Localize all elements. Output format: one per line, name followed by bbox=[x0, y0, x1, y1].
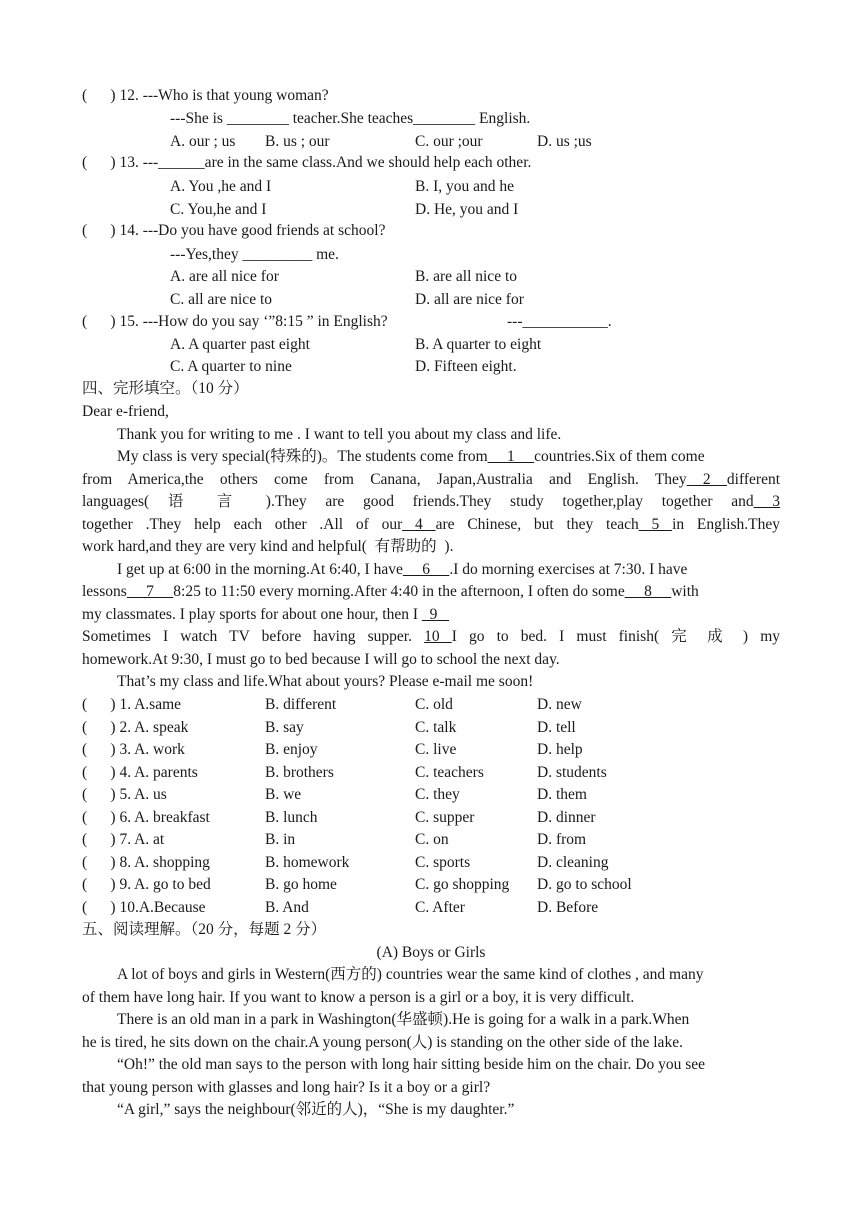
cloze-line bbox=[82, 470, 780, 490]
blank-4: 4 bbox=[402, 516, 436, 533]
question-12-option-c: C. our ;our bbox=[415, 133, 483, 150]
blank-2: 2 bbox=[686, 471, 727, 488]
cloze-text: from America,the others come from Canana, Japan,Australia and English. They bbox=[82, 471, 687, 488]
reading-line: he is tired, he sits down on the chair.A young person(人) is standing on the other side of the lake. bbox=[82, 1034, 683, 1051]
question-13-stem: ( ) 13. ---______are in the same class.And we should help each other. bbox=[82, 154, 532, 171]
reading-line: A lot of boys and girls in Western(西方的) countries wear the same kind of clothes , and many bbox=[117, 966, 704, 983]
cloze-option: C. After bbox=[415, 899, 465, 916]
cloze-question: ( ) 3. A. work bbox=[82, 741, 185, 758]
question-14-stem: ( ) 14. ---Do you have good friends at school? bbox=[82, 222, 386, 239]
cloze-question: ( ) 5. A. us bbox=[82, 786, 167, 803]
question-13-option-d: D. He, you and I bbox=[415, 201, 519, 218]
blank-5: 5 bbox=[638, 516, 673, 533]
cloze-option: C. supper bbox=[415, 809, 475, 826]
cloze-option: C. old bbox=[415, 696, 453, 713]
cloze-option: B. go home bbox=[265, 876, 337, 893]
question-15-option-c: C. A quarter to nine bbox=[170, 358, 292, 375]
cloze-option: B. in bbox=[265, 831, 296, 848]
cloze-line bbox=[82, 492, 780, 512]
cloze-text: I get up at 6:00 in the morning.At 6:40, I have bbox=[117, 561, 403, 578]
letter-greeting: Dear e-friend, bbox=[82, 403, 169, 420]
cloze-question: ( ) 10.A.Because bbox=[82, 899, 206, 916]
blank-9: 9 bbox=[421, 606, 449, 623]
question-12-option-a: A. our ; us bbox=[170, 133, 236, 150]
cloze-line: homework.At 9:30, I must go to bed because I will go to school the next day. bbox=[82, 651, 560, 668]
cloze-text: countries.Six of them come bbox=[534, 448, 705, 465]
blank-1: 1 bbox=[487, 448, 535, 465]
cloze-text: lessons bbox=[82, 583, 127, 600]
question-13-option-b: B. I, you and he bbox=[415, 178, 515, 195]
blank-6: 6 bbox=[402, 561, 450, 578]
cloze-paragraph-4: That’s my class and life.What about yours? Please e-mail me soon! bbox=[117, 673, 534, 690]
cloze-text: in English.They bbox=[672, 516, 781, 533]
cloze-text: Sometimes I watch TV before having supper. bbox=[82, 628, 425, 645]
cloze-option: D. cleaning bbox=[537, 854, 609, 871]
cloze-text: languages( 语 言 ).They are good friends.They study together,play together and bbox=[82, 493, 754, 510]
cloze-option: C. on bbox=[415, 831, 449, 848]
question-14-option-a: A. are all nice for bbox=[170, 268, 279, 285]
cloze-option: B. say bbox=[265, 719, 304, 736]
reading-line: that young person with glasses and long hair? Is it a boy or a girl? bbox=[82, 1079, 491, 1096]
cloze-line bbox=[82, 582, 699, 602]
cloze-text: different bbox=[726, 471, 780, 488]
cloze-option: C. talk bbox=[415, 719, 457, 736]
cloze-option: C. teachers bbox=[415, 764, 484, 781]
cloze-question: ( ) 4. A. parents bbox=[82, 764, 198, 781]
cloze-line bbox=[82, 605, 449, 625]
cloze-option: B. And bbox=[265, 899, 309, 916]
question-14-line2: ---Yes,they _________ me. bbox=[170, 246, 339, 263]
cloze-text: with bbox=[671, 583, 699, 600]
blank-3: 3 bbox=[753, 493, 781, 510]
cloze-option: D. from bbox=[537, 831, 587, 848]
cloze-option: C. sports bbox=[415, 854, 471, 871]
cloze-option: C. they bbox=[415, 786, 460, 803]
blank-10: 10 bbox=[424, 628, 452, 645]
question-15-option-b: B. A quarter to eight bbox=[415, 336, 542, 353]
cloze-option: D. dinner bbox=[537, 809, 596, 826]
cloze-text: are Chinese, but they teach bbox=[435, 516, 639, 533]
reading-line: “A girl,” says the neighbour(邻近的人)，“She is my daughter.” bbox=[117, 1101, 515, 1118]
cloze-option: B. lunch bbox=[265, 809, 318, 826]
question-15-option-d: D. Fifteen eight. bbox=[415, 358, 517, 375]
cloze-text: .I do morning exercises at 7:30. I have bbox=[449, 561, 688, 578]
question-12-line2: ---She is ________ teacher.She teaches________ English. bbox=[170, 110, 531, 127]
cloze-option: D. go to school bbox=[537, 876, 632, 893]
cloze-option: D. Before bbox=[537, 899, 599, 916]
question-14-option-b: B. are all nice to bbox=[415, 268, 517, 285]
cloze-option: B. enjoy bbox=[265, 741, 318, 758]
cloze-line: work hard,and they are very kind and helpful( 有帮助的 ). bbox=[82, 538, 454, 555]
question-12-option-b: B. us ; our bbox=[265, 133, 330, 150]
cloze-heading: 四、完形填空。（10 分） bbox=[82, 380, 249, 397]
cloze-text: 8:25 to 11:50 every morning.After 4:40 in the afternoon, I often do some bbox=[173, 583, 625, 600]
blank-8: 8 bbox=[624, 583, 672, 600]
question-15-option-a: A. A quarter past eight bbox=[170, 336, 310, 353]
cloze-option: D. them bbox=[537, 786, 587, 803]
cloze-question: ( ) 2. A. speak bbox=[82, 719, 189, 736]
cloze-option: D. new bbox=[537, 696, 582, 713]
cloze-question: ( ) 6. A. breakfast bbox=[82, 809, 210, 826]
question-14-option-d: D. all are nice for bbox=[415, 291, 524, 308]
cloze-option: C. go shopping bbox=[415, 876, 510, 893]
blank-7: 7 bbox=[126, 583, 174, 600]
cloze-option: D. help bbox=[537, 741, 583, 758]
cloze-text: I go to bed. I must finish( 完 成 ) my bbox=[451, 628, 781, 645]
question-15-stem: ( ) 15. ---How do you say ‘”8:15 ” in English? bbox=[82, 313, 388, 330]
question-15-answer-blank: ---___________. bbox=[507, 313, 612, 330]
cloze-option: C. live bbox=[415, 741, 457, 758]
cloze-line bbox=[117, 447, 705, 467]
cloze-option: B. brothers bbox=[265, 764, 334, 781]
cloze-line bbox=[117, 560, 687, 580]
cloze-question: ( ) 7. A. at bbox=[82, 831, 165, 848]
cloze-question: ( ) 9. A. go to bed bbox=[82, 876, 211, 893]
cloze-option: B. different bbox=[265, 696, 337, 713]
question-13-option-c: C. You,he and I bbox=[170, 201, 267, 218]
question-12-stem: ( ) 12. ---Who is that young woman? bbox=[82, 87, 329, 104]
cloze-line bbox=[82, 515, 780, 535]
cloze-option: D. tell bbox=[537, 719, 576, 736]
reading-heading: 五、阅读理解。（20 分，每题 2 分） bbox=[82, 921, 327, 938]
reading-title: (A) Boys or Girls bbox=[376, 944, 486, 961]
cloze-option: B. homework bbox=[265, 854, 350, 871]
cloze-option: B. we bbox=[265, 786, 302, 803]
question-12-option-d: D. us ;us bbox=[537, 133, 592, 150]
cloze-paragraph-1: Thank you for writing to me . I want to tell you about my class and life. bbox=[117, 426, 562, 443]
cloze-question: ( ) 8. A. shopping bbox=[82, 854, 210, 871]
reading-line: There is an old man in a park in Washington(华盛顿).He is going for a walk in a park.When bbox=[117, 1011, 690, 1028]
cloze-line bbox=[82, 627, 780, 647]
question-14-option-c: C. all are nice to bbox=[170, 291, 272, 308]
cloze-text: My class is very special(特殊的)。The students come from bbox=[117, 448, 488, 465]
cloze-text: my classmates. I play sports for about one hour, then I bbox=[82, 606, 422, 623]
cloze-question: ( ) 1. A.same bbox=[82, 696, 182, 713]
cloze-text: together .They help each other .All of our bbox=[82, 516, 403, 533]
question-13-option-a: A. You ,he and I bbox=[170, 178, 272, 195]
reading-line: “Oh!” the old man says to the person with long hair sitting beside him on the chair. Do you see bbox=[117, 1056, 706, 1073]
reading-line: of them have long hair. If you want to know a person is a girl or a boy, it is very difficult. bbox=[82, 989, 635, 1006]
cloze-option: D. students bbox=[537, 764, 607, 781]
